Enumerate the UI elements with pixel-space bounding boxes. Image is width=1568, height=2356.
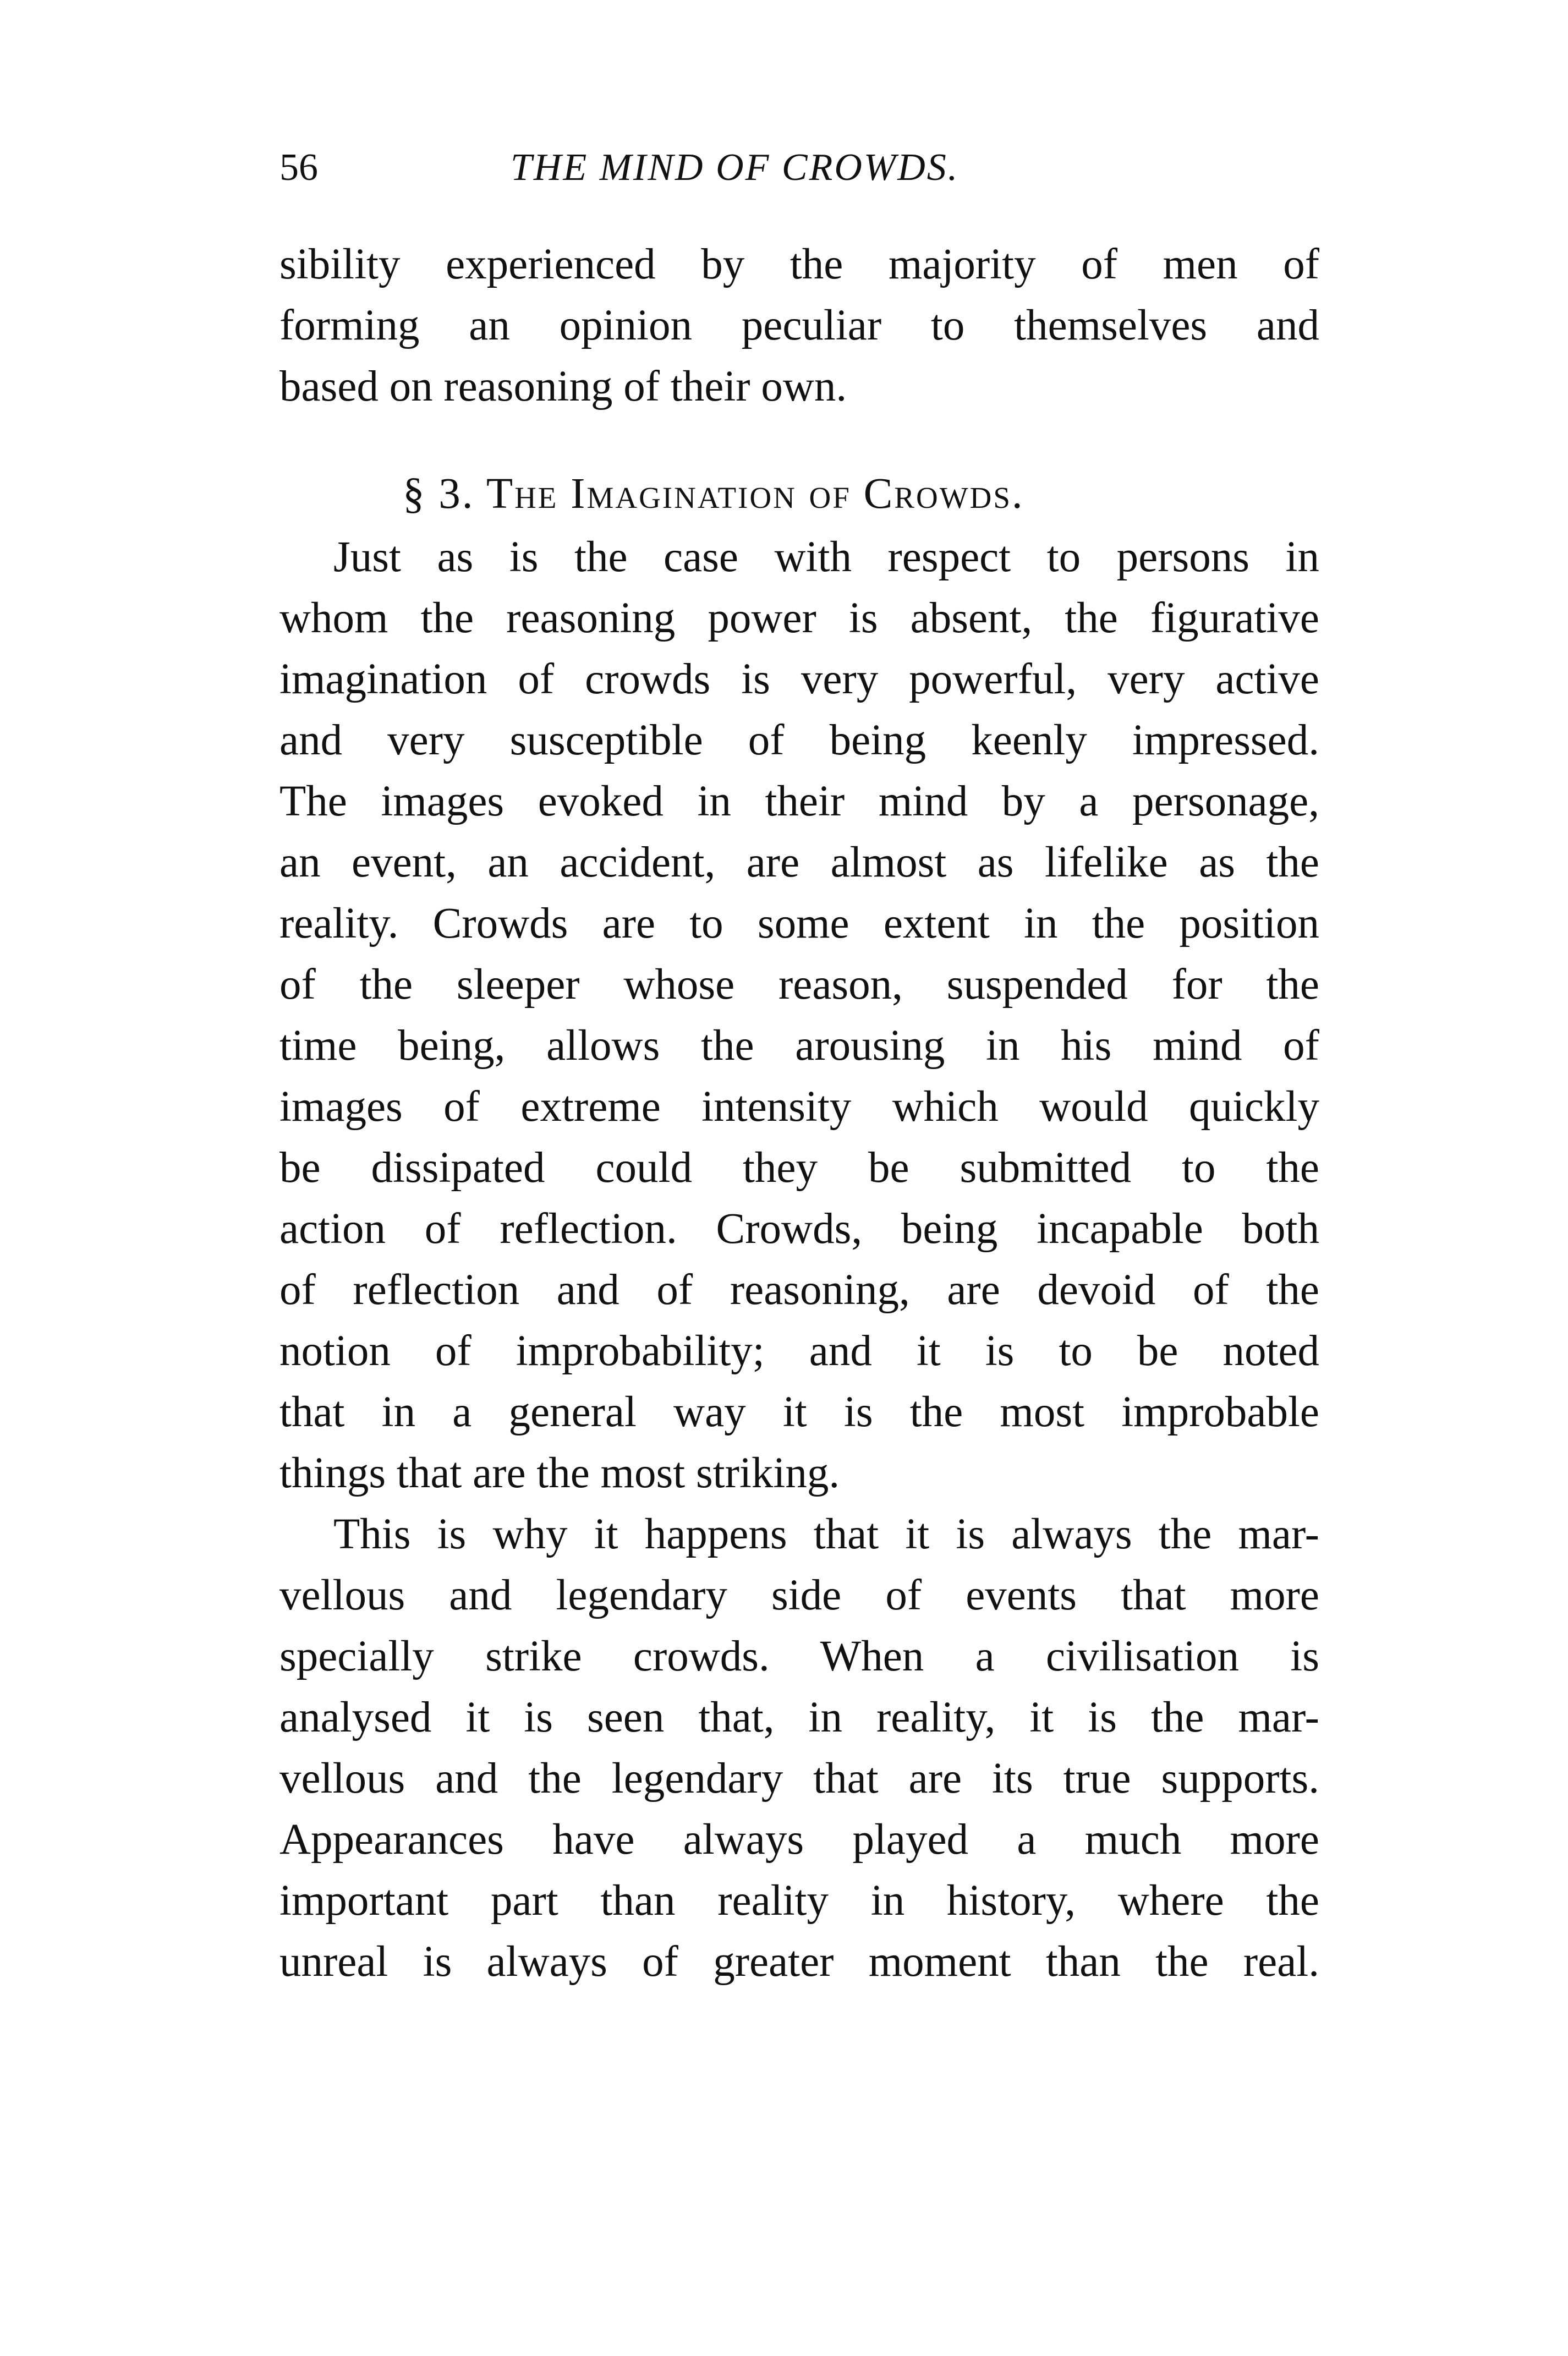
- text-line: whom the reasoning power is absent, the figurative: [279, 594, 1319, 642]
- text-line: that in a general way it is the most improbable: [279, 1388, 1319, 1436]
- text-line: specially strike crowds. When a civilisation is: [279, 1632, 1319, 1680]
- text-line: sibility experienced by the majority of men of: [279, 240, 1319, 288]
- text-line: Appearances have always played a much more: [279, 1816, 1319, 1864]
- text-line: Just as is the case with respect to persons in: [333, 533, 1319, 581]
- text-line: be dissipated could they be submitted to the: [279, 1144, 1319, 1192]
- running-head: [279, 138, 1319, 198]
- text-line: things that are the most striking.: [279, 1449, 840, 1497]
- text-line: based on reasoning of their own.: [279, 363, 847, 410]
- text-line: notion of improbability; and it is to be noted: [279, 1327, 1319, 1375]
- text-line: an event, an accident, are almost as lifelike as the: [279, 839, 1319, 886]
- page-number: 56: [279, 146, 318, 189]
- body-text: [279, 234, 1319, 1992]
- text-line: of the sleeper whose reason, suspended for the: [279, 961, 1319, 1009]
- text-line: imagination of crowds is very powerful, very active: [279, 655, 1319, 703]
- paragraph-marvellous: [279, 1504, 1319, 1992]
- text-line: and very susceptible of being keenly impressed.: [279, 716, 1319, 764]
- text-line: time being, allows the arousing in his mind of: [279, 1022, 1319, 1070]
- text-line: action of reflection. Crowds, being incapable both: [279, 1205, 1319, 1253]
- text-line: important part than reality in history, where the: [279, 1877, 1319, 1925]
- section-heading: § 3. The Imagination of Crowds.: [403, 470, 1024, 518]
- text-line: This is why it happens that it is always the mar-: [333, 1510, 1319, 1558]
- paragraph-continued: [279, 234, 1319, 417]
- text-line: images of extreme intensity which would quickly: [279, 1083, 1319, 1131]
- text-line: analysed it is seen that, in reality, it is the mar-: [279, 1694, 1319, 1741]
- text-line: unreal is always of greater moment than the real.: [279, 1938, 1319, 1986]
- text-line: of reflection and of reasoning, are devoid of the: [279, 1266, 1319, 1314]
- running-title: THE MIND OF CROWDS.: [511, 146, 960, 189]
- text-line: reality. Crowds are to some extent in the position: [279, 900, 1319, 947]
- text-line: forming an opinion peculiar to themselves and: [279, 302, 1319, 349]
- paragraph-imagination: [279, 527, 1319, 1504]
- text-line: vellous and legendary side of events that more: [279, 1571, 1319, 1619]
- text-line: vellous and the legendary that are its true supports.: [279, 1755, 1319, 1802]
- text-line: The images evoked in their mind by a personage,: [279, 777, 1319, 825]
